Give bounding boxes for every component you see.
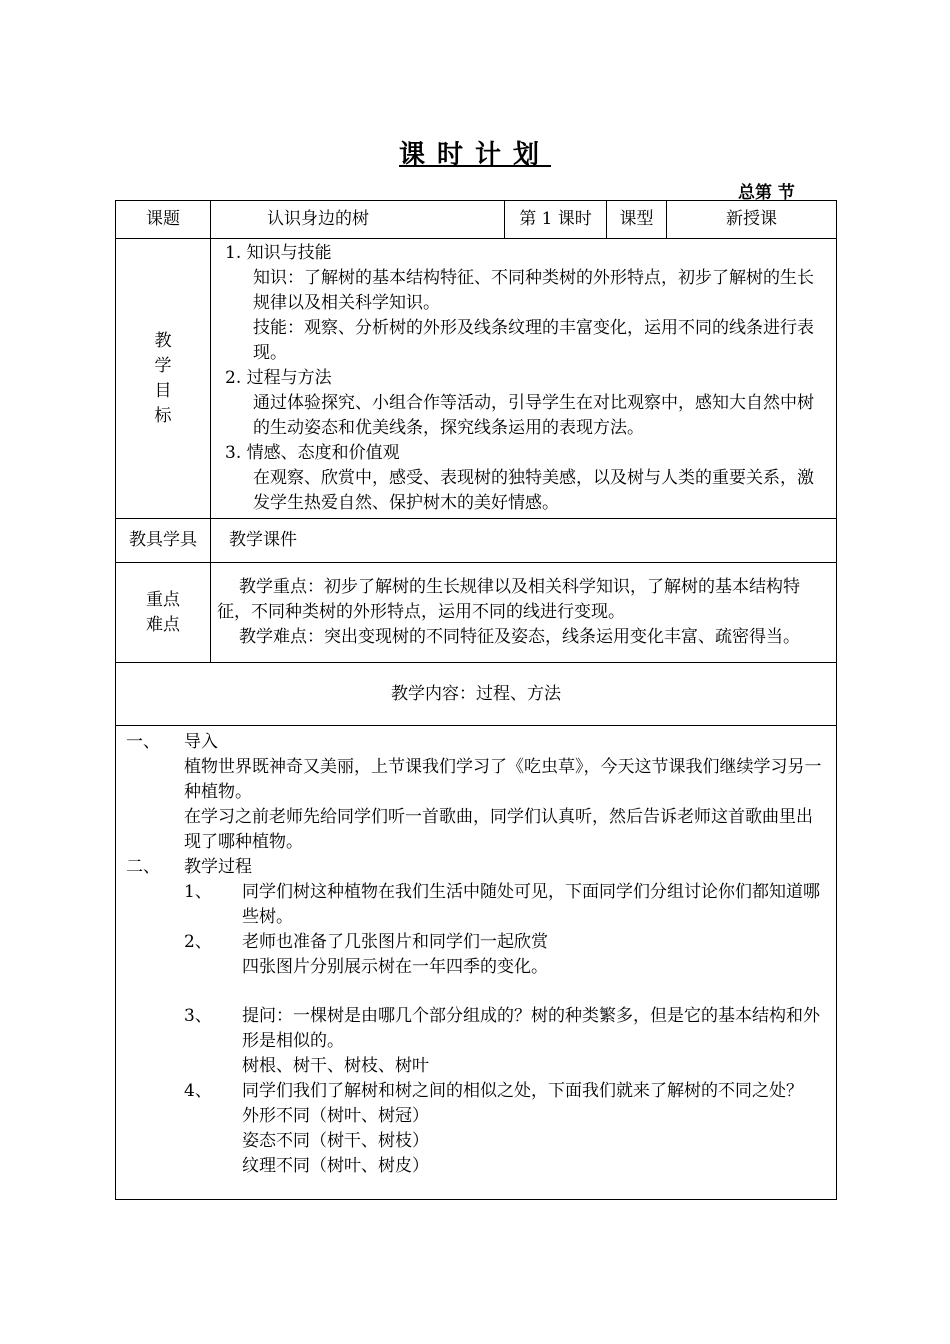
step-item xyxy=(126,880,826,930)
process-content xyxy=(116,726,837,1200)
tools-value: 教学课件 xyxy=(211,519,837,563)
goals-label xyxy=(116,239,211,519)
page-title: 课时计划 xyxy=(398,140,551,170)
process-row xyxy=(116,726,837,1200)
header-row xyxy=(116,201,837,239)
step-detail: 纹理不同（树叶、树皮） xyxy=(242,1156,429,1176)
step-detail: 姿态不同（树干、树枝） xyxy=(242,1131,429,1151)
step-detail: 外形不同（树叶、树冠） xyxy=(242,1106,429,1126)
step-number: 4、 xyxy=(184,1081,212,1101)
type-value: 新授课 xyxy=(667,201,837,239)
topic-value: 认识身边的树 xyxy=(211,201,505,239)
key-points-row xyxy=(116,563,837,663)
key-points-content xyxy=(211,563,837,663)
section-2-heading xyxy=(126,855,826,880)
step-item xyxy=(126,930,826,955)
step-text: 提问：一棵树是由哪几个部分组成的？树的种类繁多，但是它的基本结构和外形是相似的。 xyxy=(242,1006,820,1051)
goals-row xyxy=(116,239,837,519)
goals-content xyxy=(211,239,837,519)
goals-label-text: 教学目标 xyxy=(154,330,172,426)
step-detail: 树根、树干、树枝、树叶 xyxy=(242,1056,429,1076)
goal-head-3: 3. 情感、态度和价值观 xyxy=(225,443,400,463)
lesson-number: 第 1 课时 xyxy=(505,201,607,239)
step-number: 1、 xyxy=(184,882,212,902)
goal-head-2: 2. 过程与方法 xyxy=(225,368,332,388)
intro-paragraph: 植物世界既神奇又美丽，上节课我们学习了《吃虫草》，今天这节课我们继续学习另一种植物。 xyxy=(184,757,822,802)
step-text: 老师也准备了几张图片和同学们一起欣赏 xyxy=(242,932,548,952)
difficult-point-text: 教学难点：突出变现树的不同特征及姿态，线条运用变化丰富、疏密得当。 xyxy=(239,627,800,647)
section-1-heading xyxy=(126,730,826,755)
goal-head-1: 1. 知识与技能 xyxy=(225,243,332,263)
step-number: 2、 xyxy=(184,932,212,952)
step-item xyxy=(126,1079,826,1104)
difficult-label: 难点 xyxy=(146,614,180,635)
topic-label: 课题 xyxy=(116,201,211,239)
step-detail: 四张图片分别展示树在一年四季的变化。 xyxy=(242,957,548,977)
goal-line: 在观察、欣赏中，感受、表现树的独特美感，以及树与人类的重要关系，激发学生热爱自然、保护树木的美好情感。 xyxy=(253,468,814,513)
step-number: 3、 xyxy=(184,1006,212,1026)
goal-line: 知识：了解树的基本结构特征、不同种类树的外形特点，初步了解树的生长规律以及相关科学知识。 xyxy=(253,268,814,313)
key-point-text: 教学重点：初步了解树的生长规律以及相关科学知识，了解树的基本结构特征，不同种类树的外形特点，运用不同的线进行变现。 xyxy=(217,577,800,622)
total-section-label: 总第 节 xyxy=(738,183,795,203)
step-item xyxy=(126,1004,826,1054)
key-points-label xyxy=(116,563,211,663)
section-number: 二、 xyxy=(126,857,160,877)
content-title: 教学内容：过程、方法 xyxy=(116,663,837,726)
content-title-row xyxy=(116,663,837,726)
tools-label: 教具学具 xyxy=(116,519,211,563)
tools-row xyxy=(116,519,837,563)
key-label: 重点 xyxy=(146,589,180,610)
intro-paragraph: 在学习之前老师先给同学们听一首歌曲，同学们认真听，然后告诉老师这首歌曲里出现了哪种植物。 xyxy=(184,807,813,852)
goal-line: 技能：观察、分析树的外形及线条纹理的丰富变化，运用不同的线条进行表现。 xyxy=(253,318,814,363)
section-number: 一、 xyxy=(126,732,160,752)
lesson-plan-table xyxy=(115,200,837,1200)
step-text: 同学们树这种植物在我们生活中随处可见，下面同学们分组讨论你们都知道哪些树。 xyxy=(242,882,820,927)
spacer xyxy=(126,980,826,1004)
type-label: 课型 xyxy=(607,201,667,239)
step-text: 同学们我们了解树和树之间的相似之处，下面我们就来了解树的不同之处？ xyxy=(242,1081,803,1101)
goal-line: 通过体验探究、小组合作等活动，引导学生在对比观察中，感知大自然中树的生动姿态和优美线条，探究线条运用的表现方法。 xyxy=(253,393,814,438)
section-title: 导入 xyxy=(184,732,218,752)
section-title: 教学过程 xyxy=(184,857,252,877)
